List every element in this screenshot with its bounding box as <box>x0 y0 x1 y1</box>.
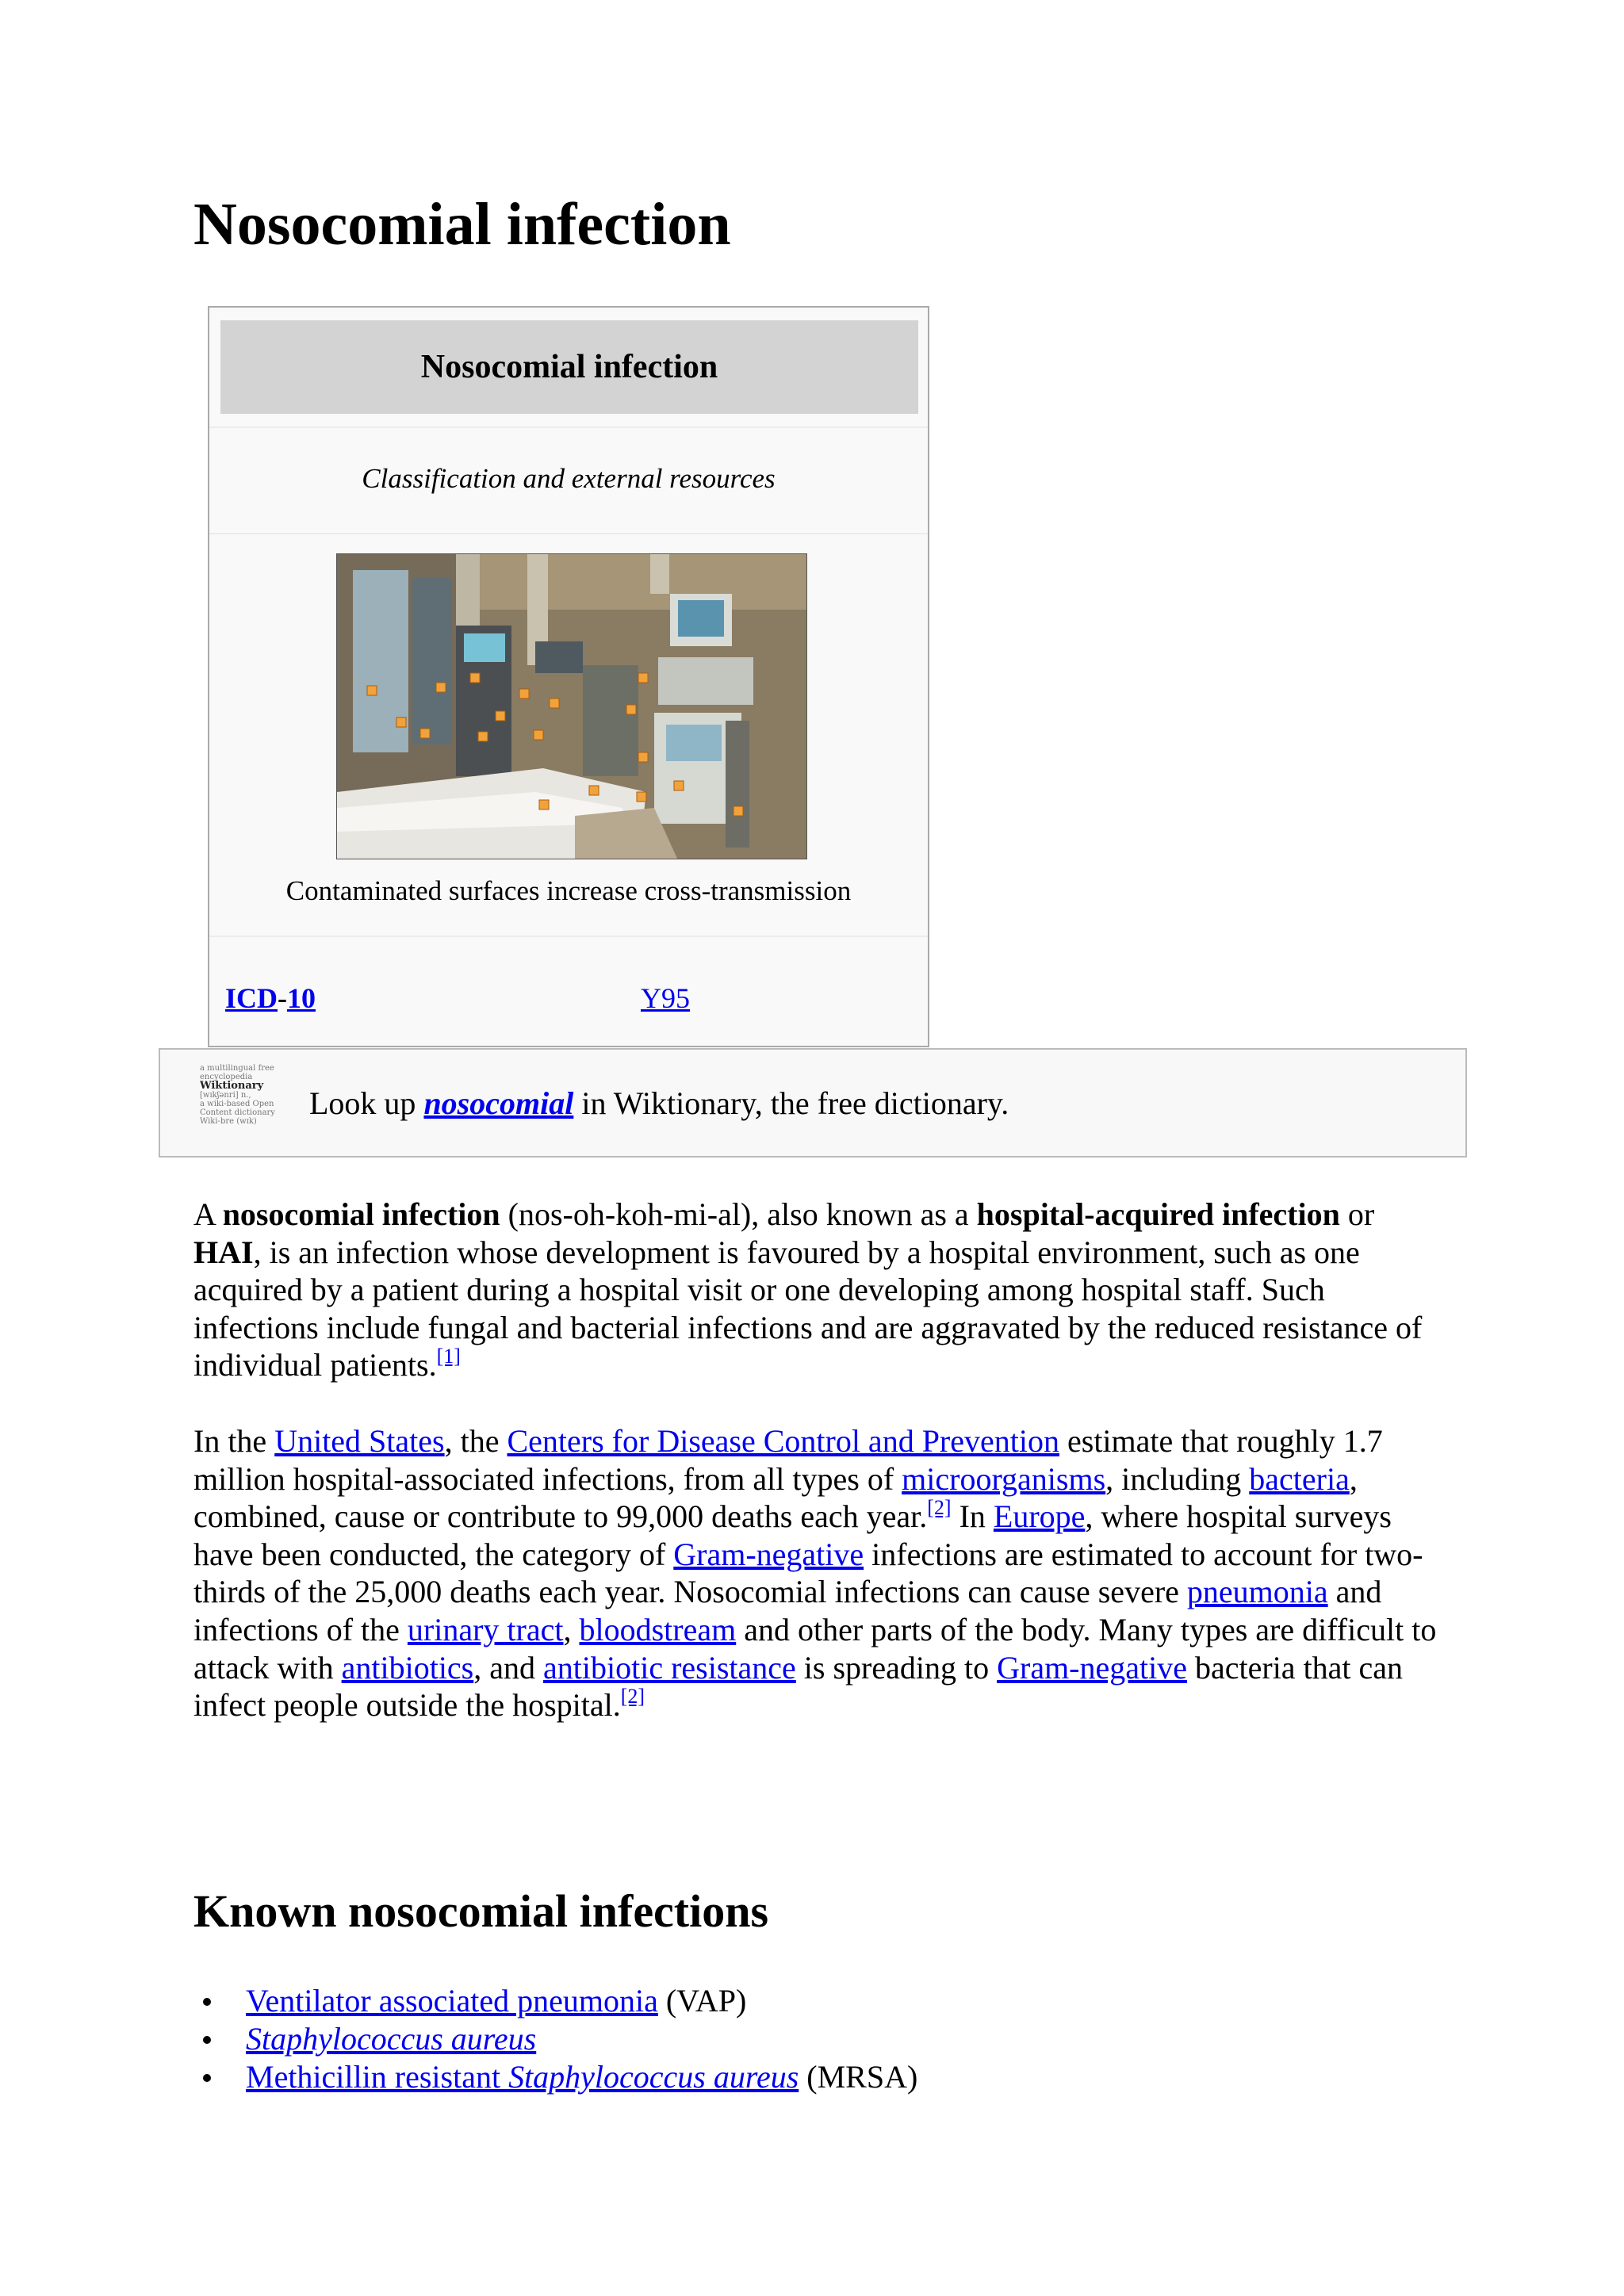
reference-link[interactable]: [2] <box>927 1496 952 1520</box>
link-microorganisms[interactable]: microorganisms <box>902 1460 1106 1497</box>
bullet-icon <box>203 2036 211 2044</box>
infobox-divider <box>209 427 928 428</box>
link-pneumonia[interactable]: pneumonia <box>1186 1574 1328 1610</box>
infobox-divider <box>209 936 928 937</box>
section-heading-known-infections: Known nosocomial infections <box>193 1885 769 1937</box>
link-bacteria[interactable]: bacteria <box>1249 1460 1350 1497</box>
link-gram-negative[interactable]: Gram-negative <box>997 1649 1187 1686</box>
icd-separator: - <box>278 982 288 1014</box>
icd-link[interactable]: ICD <box>225 982 278 1014</box>
statistics-paragraph: In the United States, the Centers for Disease Control and Prevention estimate that roughly 1.7 million hospital-associated infections, from all types of microorganisms, including bacteria, combined, cause or contribute to 99,000 deaths each year.[2] In Europe, where hospital surveys have been conducted, the category of Gram-negative infections are estimated to account for two-thirds of the 25,000 deaths each year. Nosocomial infections can cause severe pneumonia and infections of the urinary tract, bloodstream and other parts of the body. Many types are difficult to attack with antibiotics, and antibiotic resistance is spreading to Gram-negative bacteria that can infect people outside the hospital.[2] <box>193 1423 1437 1724</box>
infobox-divider <box>209 533 928 534</box>
icd-10-code <box>641 982 690 1015</box>
reference-link[interactable]: [2] <box>620 1685 645 1709</box>
infobox-image[interactable] <box>336 553 807 859</box>
link-staphylococcus-aureus[interactable]: Staphylococcus aureus <box>246 2021 537 2057</box>
link-antibiotics[interactable]: antibiotics <box>341 1649 474 1686</box>
intro-paragraph: A nosocomial infection (nos-oh-koh-mi-al), also known as a hospital-acquired infection or HAI, is an infection whose development is favoured by a hospital environment, such as one acquired by a patient during a hospital visit or one developing among hospital staff. Such infections include fungal and bacterial infections and are aggravated by the reduced resistance of individual patients.[1] <box>193 1196 1423 1383</box>
bullet-icon <box>203 2074 211 2082</box>
page-title: Nosocomial infection <box>193 191 731 258</box>
link-antibiotic-resistance[interactable]: antibiotic resistance <box>543 1649 796 1686</box>
wiktionary-text: Look up nosocomial in Wiktionary, the free dictionary. <box>309 1085 1009 1121</box>
wiktionary-logo-icon: a multilingual free encyclopedia Wiktionary [wɪkʃənri] n., a wiki-based Open Content dictionary Wiki-bre (wɪk) <box>200 1064 275 1126</box>
link-gram-negative[interactable]: Gram-negative <box>673 1536 864 1572</box>
infobox-subheading: Classification and external resources <box>362 463 776 494</box>
link-urinary-tract[interactable]: urinary tract <box>407 1611 564 1647</box>
infobox-caption: Contaminated surfaces increase cross-transmission <box>285 875 852 906</box>
infobox <box>208 306 929 1047</box>
bullet-icon <box>203 1998 211 2006</box>
link-bloodstream[interactable]: bloodstream <box>579 1611 737 1647</box>
link-vap[interactable]: Ventilator associated pneumonia <box>246 1983 658 2019</box>
link-cdc[interactable]: Centers for Disease Control and Prevention <box>507 1423 1059 1459</box>
infobox-title: Nosocomial infection <box>220 320 918 414</box>
link-europe[interactable]: Europe <box>993 1498 1086 1535</box>
icd-10-label <box>225 982 316 1015</box>
icd-10-link[interactable]: 10 <box>287 982 316 1014</box>
icd-10-code-link[interactable]: Y95 <box>641 982 690 1014</box>
wiktionary-box <box>159 1048 1467 1158</box>
wiktionary-term-link[interactable]: nosocomial <box>423 1085 574 1121</box>
link-united-states[interactable]: United States <box>274 1423 445 1459</box>
reference-link[interactable]: [1] <box>436 1345 461 1368</box>
link-mrsa[interactable]: Methicillin resistant Staphylococcus aureus <box>246 2059 799 2095</box>
